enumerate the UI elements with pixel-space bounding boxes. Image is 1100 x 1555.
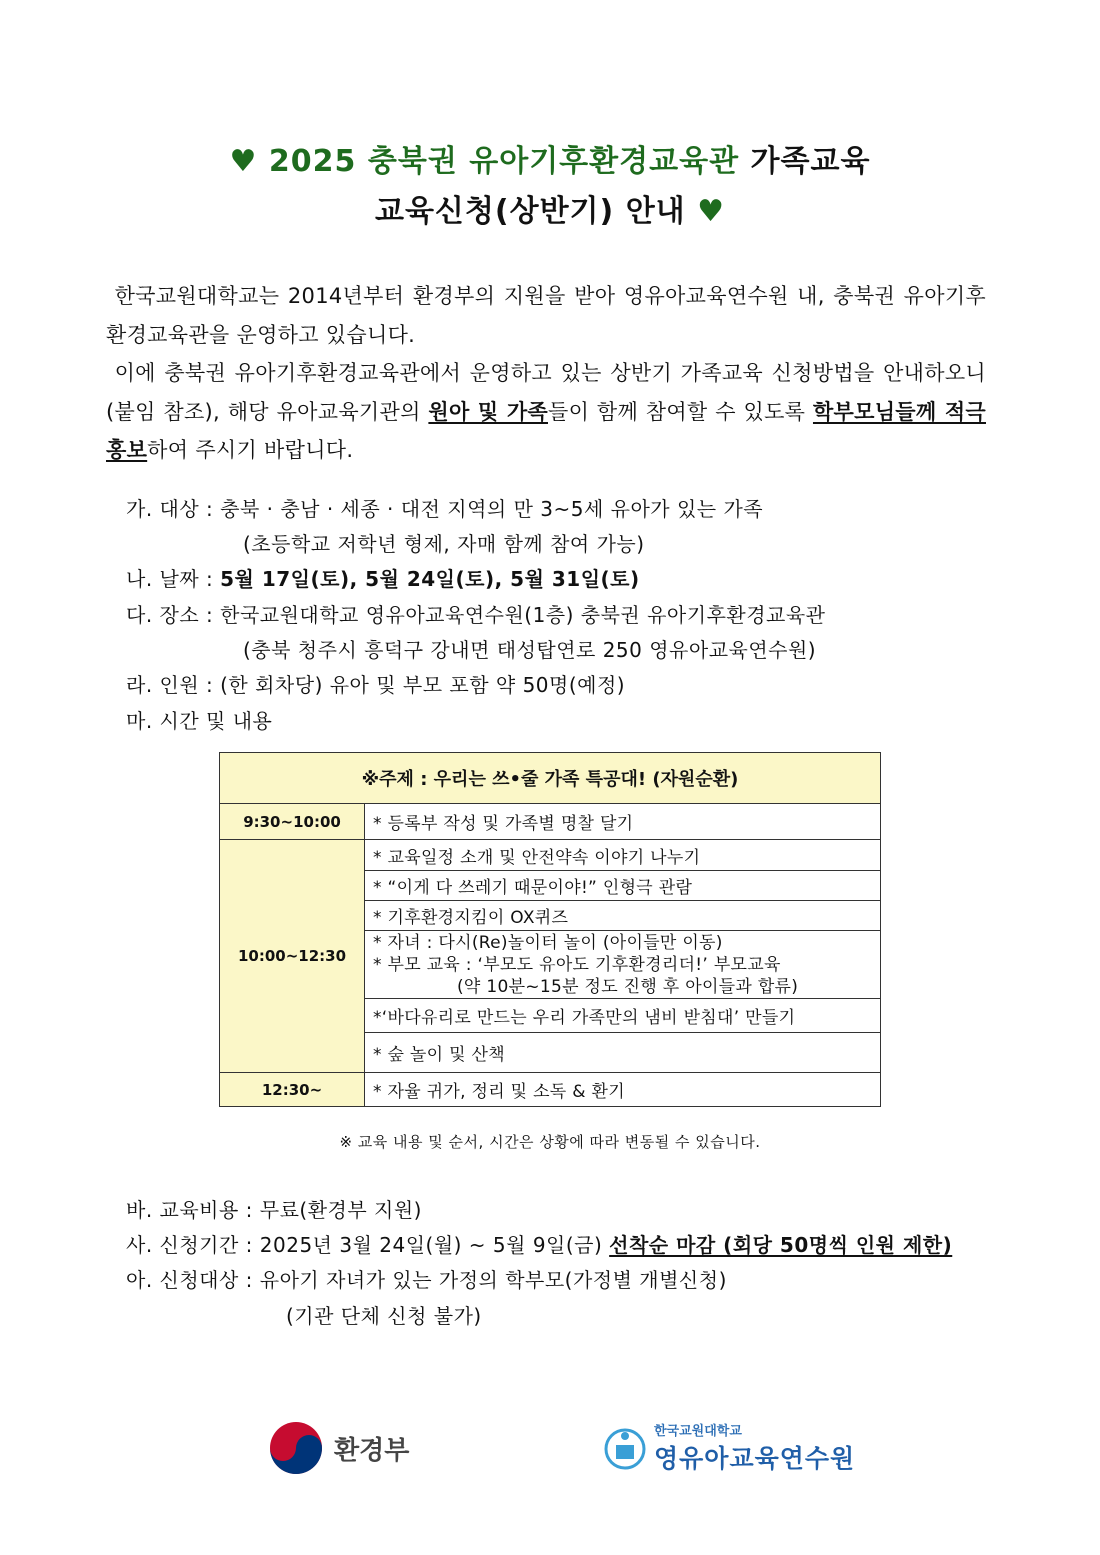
schedule-time: 9:30~10:00 (220, 804, 365, 840)
item-place: 다. 장소 : 한국교원대학교 영유아교육연수원(1층) 충북권 유아기후환경교육관 (126, 603, 826, 627)
schedule-activity: * 숲 놀이 및 산책 (365, 1033, 881, 1073)
item-period-label: 사. 신청기간 : 2025년 3월 24일(월) ~ 5월 9일(금) (126, 1233, 610, 1257)
schedule-note: ※ 교육 내용 및 순서, 시간은 상황에 따라 변동될 수 있습니다. (339, 1133, 761, 1151)
schedule-activity: * 등록부 작성 및 가족별 명찰 달기 (365, 804, 881, 840)
item-applicant-sub: (기관 단체 신청 불가) (286, 1304, 482, 1328)
title-line-2 (0, 186, 1100, 230)
title-line-1 (0, 136, 1100, 180)
schedule-activity: * “이게 다 쓰레기 때문이야!” 인형극 관람 (365, 871, 881, 901)
knue-emblem-icon (604, 1423, 646, 1473)
intro-p1-text: 한국교원대학교는 2014년부터 환경부의 지원을 받아 영유아교육연수원 내, 충북권 유아기후환경교육관을 운영하고 있습니다. (106, 284, 986, 347)
title-center-name: 충북권 유아기후환경교육관 (367, 144, 740, 179)
knue-university: 한국교원대학교 (654, 1424, 742, 1439)
intro-p2-a: 이에 충북권 유아기후환경교육관에서 운영하고 있는 상반기 가족교육 신청방법을 안내하오니(붙임 참조), 해당 유아교육기관의 (106, 361, 986, 424)
schedule-activity: *‘바다유리로 만드는 우리 가족만의 냄비 받침대’ 만들기 (365, 999, 881, 1033)
intro-highlight-promote: 학부모님들께 적극 홍보 (106, 399, 986, 462)
item-time-content: 마. 시간 및 내용 (126, 709, 273, 733)
item-date (126, 562, 640, 597)
schedule-activity-line: (약 10분~15분 정도 진행 후 아이들과 합류) (457, 976, 799, 997)
title-program: 가족교육 (750, 144, 871, 179)
item-target-sub: (초등학교 저학년 형제, 자매 함께 참여 가능) (243, 532, 645, 556)
item-date-value: 5월 17일(토), 5월 24일(토), 5월 31일(토) (220, 567, 640, 591)
item-cost: 바. 교육비용 : 무료(환경부 지원) (126, 1198, 422, 1222)
intro-paragraph-1 (106, 277, 986, 354)
schedule-header: ※주제 : 우리는 쓰•줄 가족 특공대! (자원순환) (220, 753, 881, 804)
item-period-highlight: 선착순 마감 (회당 50명씩 인원 제한) (609, 1233, 953, 1257)
schedule-activity-multi (365, 931, 881, 999)
item-capacity: 라. 인원 : (한 회차당) 유아 및 부모 포함 약 50명(예정) (126, 673, 626, 697)
schedule-activity: * 기후환경지킴이 OX퀴즈 (365, 901, 881, 931)
item-applicant: 아. 신청대상 : 유아기 자녀가 있는 가정의 학부모(가정별 개별신청) (126, 1268, 727, 1292)
item-target: 가. 대상 : 충북 · 충남 · 세종 · 대전 지역의 만 3~5세 유아가 있는 가족 (126, 497, 764, 521)
taegeuk-icon (268, 1420, 324, 1476)
intro-highlight-family: 원아 및 가족 (428, 399, 548, 424)
schedule-time: 12:30~ (220, 1073, 365, 1107)
intro-p2-b: 들이 함께 참여할 수 있도록 (548, 399, 813, 424)
knue-logo (604, 1420, 855, 1475)
schedule-table (219, 752, 881, 1107)
knue-institute: 영유아교육연수원 (654, 1444, 856, 1473)
moe-logo (268, 1420, 409, 1476)
title-subtitle: 교육신청(상반기) 안내 (374, 194, 686, 229)
item-place-sub: (충북 청주시 흥덕구 강내면 태성탑연로 250 영유아교육연수원) (243, 638, 817, 662)
item-period (126, 1228, 952, 1263)
intro-paragraph-2 (106, 354, 986, 470)
heart-icon: ♥ (229, 144, 258, 179)
schedule-activity: * 교육일정 소개 및 안전약속 이야기 나누기 (365, 840, 881, 871)
schedule-activity-line: * 자녀 : 다시(Re)놀이터 놀이 (아이들만 이동) (373, 932, 723, 953)
schedule-activity: * 자율 귀가, 정리 및 소독 & 환기 (365, 1073, 881, 1107)
title-year: 2025 (268, 144, 357, 179)
intro-p2-c: 하여 주시기 바랍니다. (147, 438, 354, 462)
schedule-activity-line: * 부모 교육 : ‘부모도 유아도 기후환경리더!’ 부모교육 (373, 954, 781, 975)
item-date-label: 나. 날짜 : (126, 567, 221, 591)
heart-icon: ♥ (697, 194, 726, 229)
schedule-time: 10:00~12:30 (220, 840, 365, 1073)
intro-text (106, 277, 986, 470)
moe-name: 환경부 (334, 1435, 410, 1466)
